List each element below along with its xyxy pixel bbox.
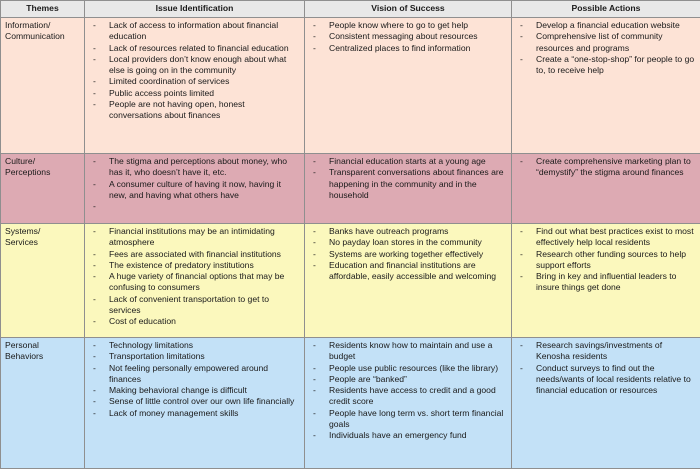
theme-cell: [1, 224, 85, 338]
theme-cell: [1, 154, 85, 224]
issues-list: [93, 20, 300, 122]
row-culture-perceptions: [1, 154, 700, 224]
list-item: - Lack of access to information about financial education: [93, 20, 300, 43]
list-item: - People are not having open, honest conversations about finances: [93, 99, 300, 122]
issues-cell: [85, 154, 305, 224]
actions-list: [520, 20, 696, 76]
list-item: - Cost of education: [93, 316, 300, 327]
list-item: - Sense of little control over our own life financially: [93, 396, 300, 407]
theme-label: Personal Behaviors: [5, 340, 44, 362]
actions-list: [520, 156, 696, 179]
header-row: [1, 1, 700, 18]
list-item: - Lack of money management skills: [93, 408, 300, 419]
list-item: - Research other funding sources to help support efforts: [520, 249, 696, 272]
list-item: - Transparent conversations about finances are happening in the community and in the household: [313, 167, 507, 201]
list-item: [93, 201, 300, 212]
list-item: - Centralized places to find information: [313, 43, 507, 54]
list-item: - Public access points limited: [93, 88, 300, 99]
list-item: - People have long term vs. short term financial goals: [313, 408, 507, 431]
list-item: - No payday loan stores in the community: [313, 237, 507, 248]
actions-list: [520, 340, 696, 396]
list-item: - Not feeling personally empowered around finances: [93, 363, 300, 386]
list-item: - People use public resources (like the library): [313, 363, 507, 374]
list-item: - Education and financial institutions are affordable, easily accessible and welcoming: [313, 260, 507, 283]
issues-cell: [85, 224, 305, 338]
row-personal-behaviors: [1, 338, 700, 469]
list-item: - Fees are associated with financial institutions: [93, 249, 300, 260]
actions-cell: [512, 224, 700, 338]
list-item: - Banks have outreach programs: [313, 226, 507, 237]
list-item: - Limited coordination of services: [93, 76, 300, 87]
list-item: - Transportation limitations: [93, 351, 300, 362]
list-item: - Develop a financial education website: [520, 20, 696, 31]
list-item: - The existence of predatory institutions: [93, 260, 300, 271]
issues-cell: [85, 338, 305, 469]
issues-list: [93, 156, 300, 212]
issues-cell: [85, 18, 305, 154]
vision-list: [313, 20, 507, 54]
list-item: - Local providers don’t know enough about what else is going on in the community: [93, 54, 300, 77]
list-item: - Financial education starts at a young age: [313, 156, 507, 167]
row-systems-services: [1, 224, 700, 338]
list-item: - Technology limitations: [93, 340, 300, 351]
theme-label: Information/ Communication: [5, 20, 65, 42]
theme-cell: [1, 18, 85, 154]
list-item: - Find out what best practices exist to most effectively help local residents: [520, 226, 696, 249]
list-item: - People know where to go to get help: [313, 20, 507, 31]
header-possible-actions: Possible Actions: [512, 1, 700, 18]
vision-list: [313, 156, 507, 201]
list-item: - Conduct surveys to find out the needs/wants of local residents relative to financial education or resources: [520, 363, 696, 397]
list-item: - Residents know how to maintain and use a budget: [313, 340, 507, 363]
row-information-communication: [1, 18, 700, 154]
theme-label: Culture/ Perceptions: [5, 156, 51, 178]
list-item: - People are “banked”: [313, 374, 507, 385]
header-vision-of-success: Vision of Success: [305, 1, 512, 18]
theme-label: Systems/ Services: [5, 226, 41, 248]
vision-cell: [305, 338, 512, 469]
vision-list: [313, 340, 507, 442]
list-item: - A huge variety of financial options that may be confusing to consumers: [93, 271, 300, 294]
actions-cell: [512, 338, 700, 469]
list-item: - A consumer culture of having it now, having it new, and having what others have: [93, 179, 300, 202]
list-item: - Research savings/investments of Kenosha residents: [520, 340, 696, 363]
vision-cell: [305, 18, 512, 154]
list-item: - Consistent messaging about resources: [313, 31, 507, 42]
list-item: - Lack of convenient transportation to get to services: [93, 294, 300, 317]
list-item: - Individuals have an emergency fund: [313, 430, 507, 441]
list-item: - Create a “one-stop-shop” for people to go to, to receive help: [520, 54, 696, 77]
list-item: - The stigma and perceptions about money, who has it, who doesn’t have it, etc.: [93, 156, 300, 179]
list-item: - Making behavioral change is difficult: [93, 385, 300, 396]
list-item: - Comprehensive list of community resources and programs: [520, 31, 696, 54]
list-item: - Lack of resources related to financial education: [93, 43, 300, 54]
vision-cell: [305, 154, 512, 224]
list-item: - Create comprehensive marketing plan to “demystify” the stigma around finances: [520, 156, 696, 179]
list-item: - Systems are working together effectively: [313, 249, 507, 260]
vision-cell: [305, 224, 512, 338]
actions-list: [520, 226, 696, 294]
issues-list: [93, 340, 300, 419]
list-item: - Bring in key and influential leaders to insure things get done: [520, 271, 696, 294]
actions-cell: [512, 154, 700, 224]
theme-cell: [1, 338, 85, 469]
header-issue-identification: Issue Identification: [85, 1, 305, 18]
list-item: - Residents have access to credit and a good credit score: [313, 385, 507, 408]
issues-list: [93, 226, 300, 328]
list-item: - Financial institutions may be an intimidating atmosphere: [93, 226, 300, 249]
header-themes: Themes: [1, 1, 85, 18]
actions-cell: [512, 18, 700, 154]
vision-list: [313, 226, 507, 282]
